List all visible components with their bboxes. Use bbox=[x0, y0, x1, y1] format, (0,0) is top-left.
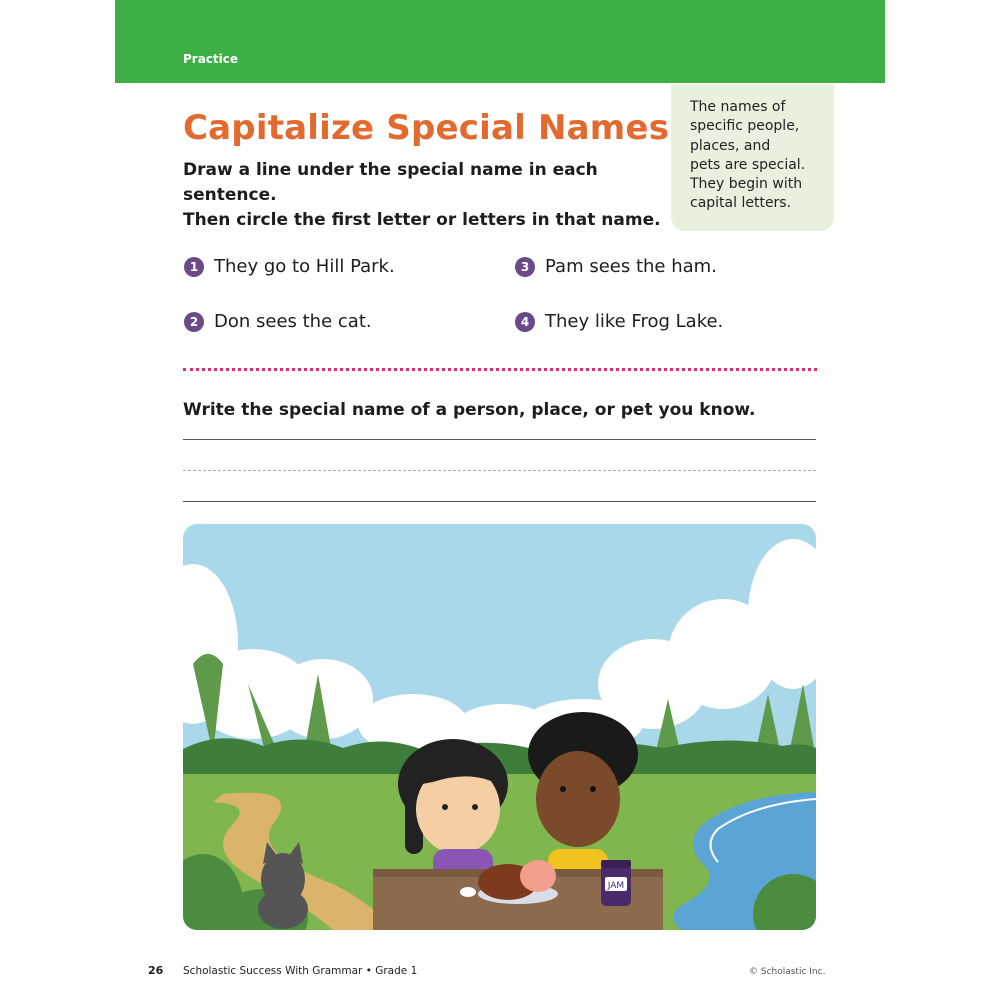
number-badge: 1 bbox=[184, 257, 204, 277]
section-label: Practice bbox=[183, 52, 239, 66]
tip-line: capital letters. bbox=[690, 195, 792, 212]
sentence: Pam sees the ham. bbox=[545, 256, 717, 277]
tip-box bbox=[671, 84, 834, 231]
tip-line: The names of bbox=[690, 99, 786, 115]
jam-jar-label: JAM bbox=[607, 881, 625, 891]
exercise-item-4 bbox=[515, 311, 723, 332]
picnic-illustration bbox=[183, 524, 816, 930]
sentence: Don sees the cat. bbox=[214, 311, 372, 332]
exercise-item-1 bbox=[184, 256, 395, 277]
tip-line: places, and bbox=[690, 137, 771, 154]
header-banner bbox=[115, 0, 885, 83]
tip-line: specific people, bbox=[690, 118, 800, 135]
instructions-line-2: Then circle the first letter or letters in that name. bbox=[183, 210, 661, 230]
number-badge: 3 bbox=[515, 257, 535, 277]
tip-line: pets are special. bbox=[690, 156, 806, 173]
exercise-item-3 bbox=[515, 256, 717, 277]
number-badge: 2 bbox=[184, 312, 204, 332]
book-title: Scholastic Success With Grammar • Grade 1 bbox=[183, 965, 418, 977]
writing-line-top[interactable] bbox=[183, 439, 816, 440]
exercise-item-2 bbox=[184, 311, 372, 332]
picnic-scene-svg bbox=[183, 524, 816, 930]
instructions-line-1: Draw a line under the special name in each sentence. bbox=[183, 160, 598, 205]
number-badge: 4 bbox=[515, 312, 535, 332]
writing-line-bottom[interactable] bbox=[183, 501, 816, 502]
sentence: They like Frog Lake. bbox=[545, 311, 724, 332]
section-divider bbox=[183, 368, 817, 371]
writing-prompt: Write the special name of a person, place, or pet you know. bbox=[183, 400, 756, 420]
instructions bbox=[183, 158, 683, 233]
copyright: © Scholastic Inc. bbox=[749, 967, 826, 977]
page-title: Capitalize Special Names bbox=[183, 108, 670, 148]
writing-line-mid bbox=[183, 470, 816, 471]
page-number: 26 bbox=[148, 964, 164, 977]
sentence: They go to Hill Park. bbox=[214, 256, 395, 277]
tip-line: They begin with bbox=[690, 176, 803, 193]
